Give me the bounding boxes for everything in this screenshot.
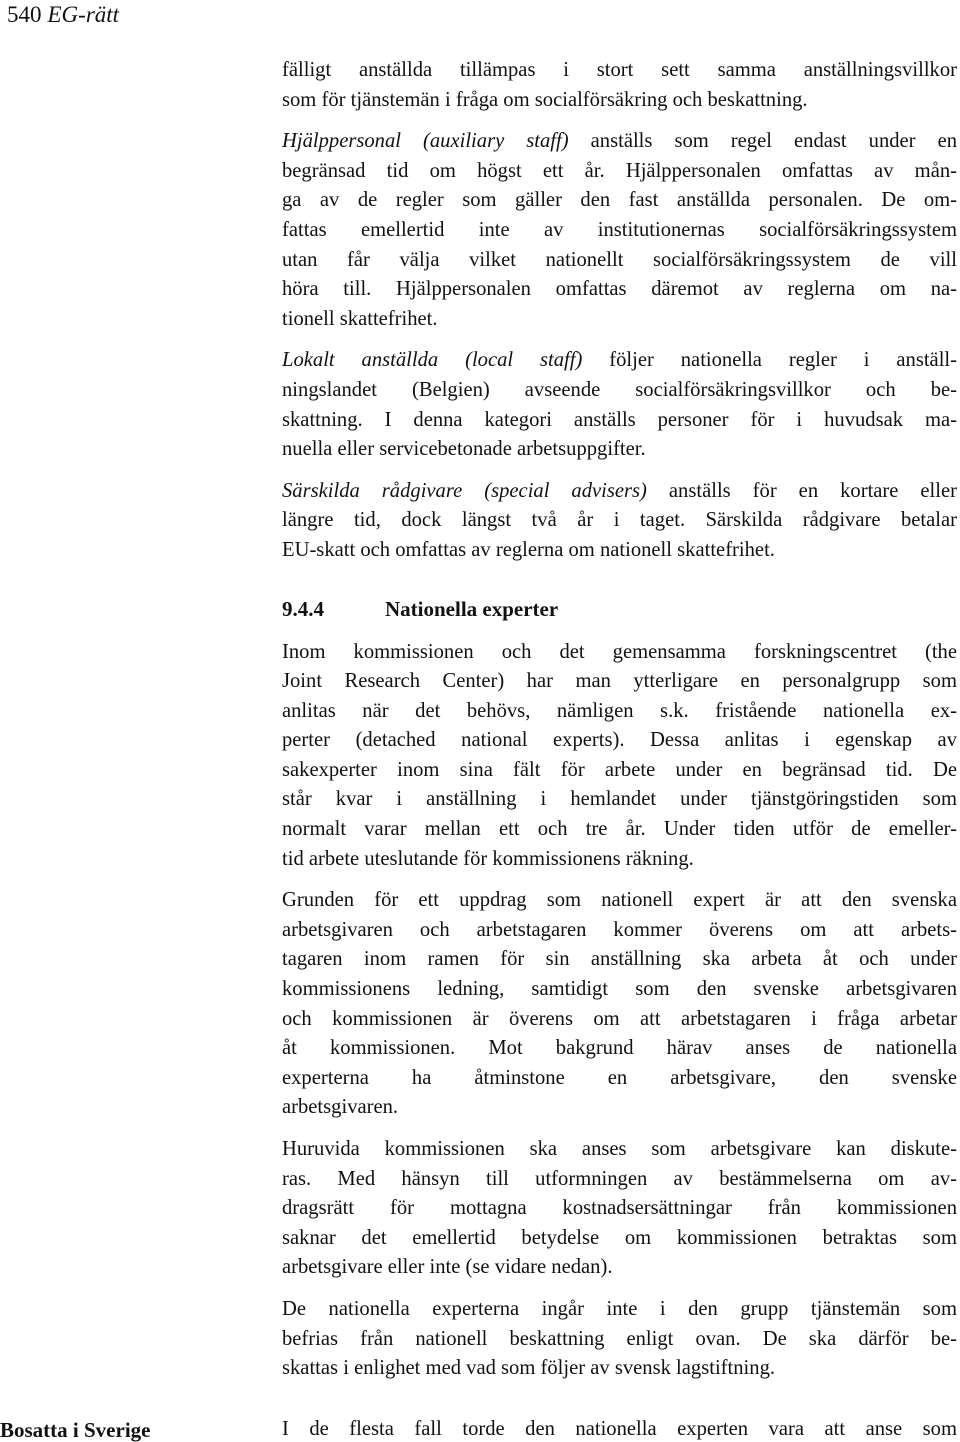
- section-title: Nationella experter: [385, 596, 559, 621]
- text-line: ras. Med hänsyn till utformningen av bestämmelserna om av-: [282, 1167, 957, 1190]
- text-line: befrias från nationell beskattning enligt ovan. De ska därför be-: [282, 1327, 957, 1350]
- italic-term: Hjälppersonal (auxiliary staff): [282, 130, 569, 153]
- paragraph: [282, 346, 957, 464]
- text-line: utan får välja vilket nationellt socialförsäkringssystem de vill: [282, 248, 957, 271]
- text-line: Grunden för ett uppdrag som nationell expert är att den svenska: [282, 889, 957, 912]
- text-line: Hjälppersonal (auxiliary staff) anställs som regel endast under en: [282, 130, 958, 153]
- text-line: fälligt anställda tillämpas i stort sett samma anställningsvillkor: [282, 59, 957, 81]
- text-line: perter (detached national experts). Dessa anlitas i egenskap av: [282, 729, 957, 752]
- text-line: tionell skattefrihet.: [282, 307, 438, 330]
- text-line: åt kommissionen. Mot bakgrund härav anses de nationella: [282, 1037, 957, 1060]
- paragraph: [282, 1295, 957, 1384]
- text-line: fattas emellertid inte av institutionernas socialförsäkringssystem: [282, 218, 957, 241]
- text-line: tid arbete uteslutande för kommissionens räkning.: [282, 847, 694, 870]
- text-line: skattas i enlighet med vad som följer av svensk lagstiftning.: [282, 1357, 776, 1380]
- text-line: ningslandet (Belgien) avseende socialförsäkringsvillkor och be-: [282, 378, 957, 401]
- text-line: EU-skatt och omfattas av reglerna om nationell skattefrihet.: [282, 538, 775, 561]
- paragraph: [282, 886, 957, 1123]
- text-line: arbetsgivaren.: [282, 1096, 399, 1119]
- italic-term: Lokalt anställda (local staff): [282, 349, 583, 372]
- running-title: EG-rätt: [47, 2, 120, 27]
- text-line: höra till. Hjälppersonalen omfattas däremot av reglerna om na-: [282, 278, 957, 301]
- paragraph: [282, 56, 957, 115]
- text-line: står kvar i anställning i hemlandet under tjänstgöringstiden som: [282, 788, 957, 811]
- text-line: skattning. I denna kategori anställs personer för i huvudsak ma-: [282, 408, 957, 431]
- text-line: De nationella experterna ingår inte i den grupp tjänstemän som: [282, 1297, 957, 1320]
- running-head: [7, 0, 119, 30]
- text-line: nuella eller servicebetonade arbetsuppgifter.: [282, 438, 646, 461]
- text-line: ga av de regler som gäller den fast anställda personalen. De om-: [282, 189, 957, 212]
- text-line: som för tjänstemän i fråga om socialförsäkring och beskattning.: [282, 88, 808, 111]
- text-line: och kommissionen är överens om att arbetstagaren i fråga arbetar: [282, 1007, 957, 1030]
- paragraph: [282, 638, 957, 875]
- text-line: längre tid, dock längst två år i taget. Särskilda rådgivare betalar: [282, 509, 957, 532]
- text-line: Lokalt anställda (local staff) följer nationella regler i anställ-: [282, 349, 957, 372]
- text-line: kommissionens ledning, samtidigt som den svenske arbetsgivaren: [282, 978, 957, 1001]
- text-line: Huruvida kommissionen ska anses som arbetsgivare kan diskute-: [282, 1138, 957, 1160]
- margin-note: Bosatta i Sverige: [0, 1418, 151, 1442]
- text-line: saknar det emellertid betydelse om kommissionen betraktas som: [282, 1226, 957, 1249]
- text-line: Joint Research Center) har man ytterligare en personalgrupp som: [282, 670, 957, 693]
- paragraph: [282, 477, 957, 566]
- page-number: 540: [7, 2, 42, 27]
- paragraph: [282, 127, 957, 334]
- text-line: experterna ha åtminstone en arbetsgivare, den svenske: [282, 1066, 957, 1089]
- text-line: tagaren inom ramen för sin anställning ska arbeta åt och under: [282, 948, 957, 971]
- text-line: arbetsgivaren och arbetstagaren kommer överens om att arbets-: [282, 918, 957, 941]
- text-line: begränsad tid om högst ett år. Hjälppersonalen omfattas av mån-: [282, 159, 957, 182]
- section-number: 9.4.4: [282, 596, 324, 621]
- text-line: sakexperter inom sina fält för arbete under en begränsad tid. De: [282, 758, 957, 781]
- paragraph: [282, 1135, 957, 1283]
- text-line: arbetsgivare eller inte (se vidare nedan).: [282, 1256, 613, 1279]
- text-line: Särskilda rådgivare (special advisers) anställs för en kortare eller: [282, 479, 957, 502]
- italic-term: Särskilda rådgivare (special advisers): [282, 479, 647, 502]
- text-line: dragsrätt för mottagna kostnadsersättningar från kommissionen: [282, 1197, 957, 1220]
- text-line: Inom kommissionen och det gemensamma forskningscentret (the: [282, 640, 957, 663]
- body-column: [282, 56, 957, 1384]
- section-heading: [282, 594, 957, 624]
- last-text-line: I de flesta fall torde den nationella experten vara att anse som: [282, 1418, 957, 1440]
- text-line: anlitas när det behövs, nämligen s.k. fristående nationella ex-: [282, 699, 957, 722]
- text-line: normalt varar mellan ett och tre år. Under tiden utför de emeller-: [282, 818, 957, 841]
